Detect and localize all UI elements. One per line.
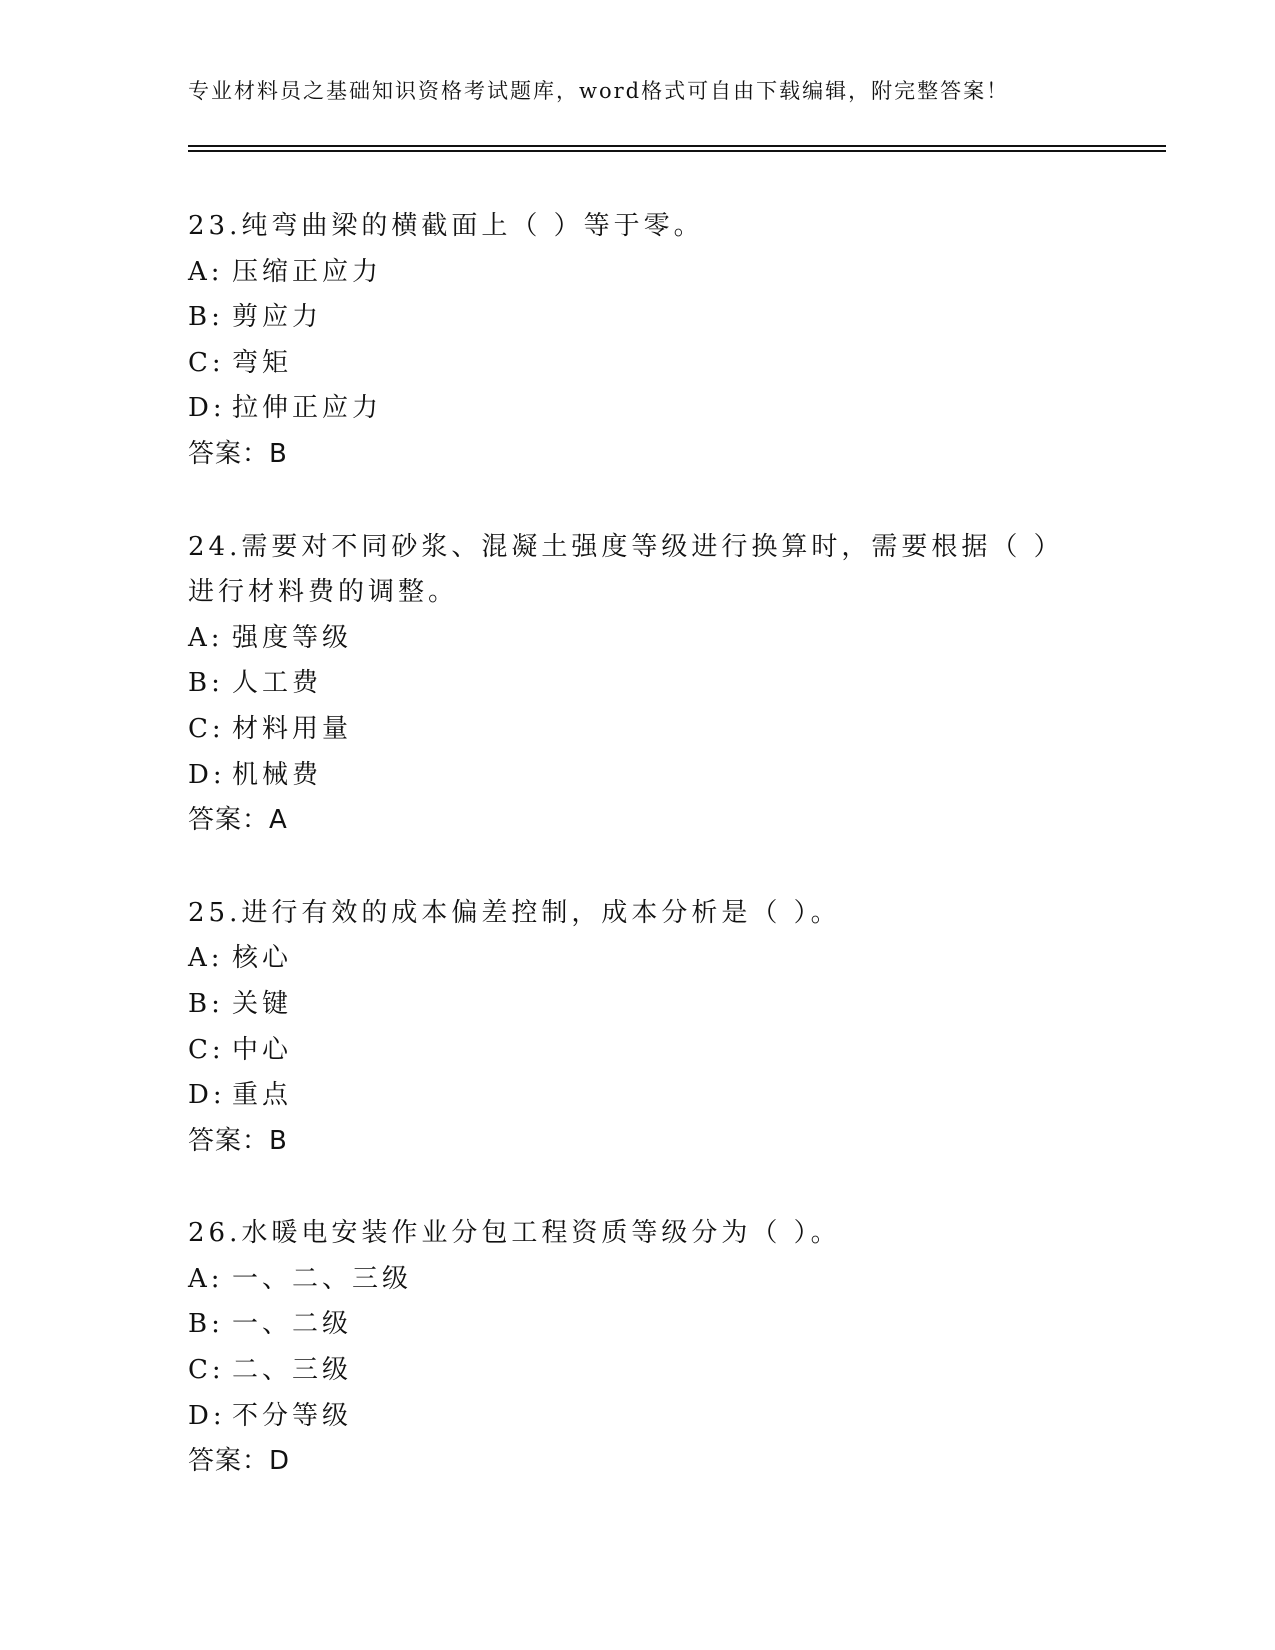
option-letter: B: [188,1309,224,1340]
option-letter: A: [188,622,224,653]
option-letter: C: [188,347,225,378]
option-text: 弯矩 [232,347,293,378]
option-letter: C: [188,1034,225,1065]
header-divider-bottom [188,150,1166,152]
option-b [188,295,1088,341]
option-b [188,982,1088,1028]
question-stem: 25.进行有效的成本偏差控制，成本分析是（ ）。 [188,897,841,928]
option-text: 剪应力 [232,302,323,333]
option-letter: C: [188,713,225,744]
option-a [188,936,1088,982]
option-text: 压缩正应力 [232,256,383,287]
answer-line: 答案：B [188,1125,288,1156]
option-text: 人工费 [232,668,323,699]
option-c [188,341,1088,387]
option-letter: D: [188,1400,226,1431]
option-c [188,707,1088,753]
option-text: 一、二、三级 [232,1263,413,1294]
question-item [188,891,1088,1165]
header-divider-top [188,145,1166,147]
option-d [188,1073,1088,1119]
option-text: 不分等级 [232,1400,353,1431]
option-c [188,1028,1088,1074]
option-letter: B: [188,302,224,333]
option-text: 二、三级 [232,1355,353,1386]
option-text: 关键 [232,988,293,1019]
question-list [188,204,1088,1532]
option-d [188,1394,1088,1440]
option-text: 重点 [232,1080,293,1111]
question-stem: 26.水暖电安装作业分包工程资质等级分为（ ）。 [188,1218,841,1249]
option-text: 中心 [232,1034,293,1065]
question-item [188,1211,1088,1485]
option-a [188,1257,1088,1303]
option-a [188,250,1088,296]
option-letter: B: [188,988,224,1019]
option-b [188,1302,1088,1348]
answer-line: 答案：D [188,1446,291,1477]
option-c [188,1348,1088,1394]
answer-line: 答案：B [188,438,288,469]
option-text: 一、二级 [232,1309,353,1340]
option-b [188,661,1088,707]
option-text: 强度等级 [232,622,353,653]
option-letter: D: [188,1080,226,1111]
option-letter: A: [188,943,224,974]
answer-line: 答案：A [188,805,288,836]
option-a [188,616,1088,662]
option-letter: D: [188,393,226,424]
option-letter: D: [188,759,226,790]
page-header: 专业材料员之基础知识资格考试题库，word格式可自由下载编辑，附完整答案！ [188,79,1010,103]
option-letter: A: [188,1263,224,1294]
option-letter: C: [188,1355,225,1386]
option-text: 材料用量 [232,713,353,744]
question-stem: 23.纯弯曲梁的横截面上（ ）等于零。 [188,211,704,241]
option-text: 核心 [232,943,293,974]
option-d [188,753,1088,799]
option-letter: A: [188,256,224,287]
option-letter: B: [188,668,224,699]
question-item [188,525,1088,844]
option-text: 机械费 [232,759,323,790]
option-d [188,386,1088,432]
option-text: 拉伸正应力 [232,393,383,424]
question-item [188,204,1088,478]
question-stem: 24.需要对不同砂浆、混凝土强度等级进行换算时，需要根据（ ）进行材料费的调整。 [188,531,1064,608]
